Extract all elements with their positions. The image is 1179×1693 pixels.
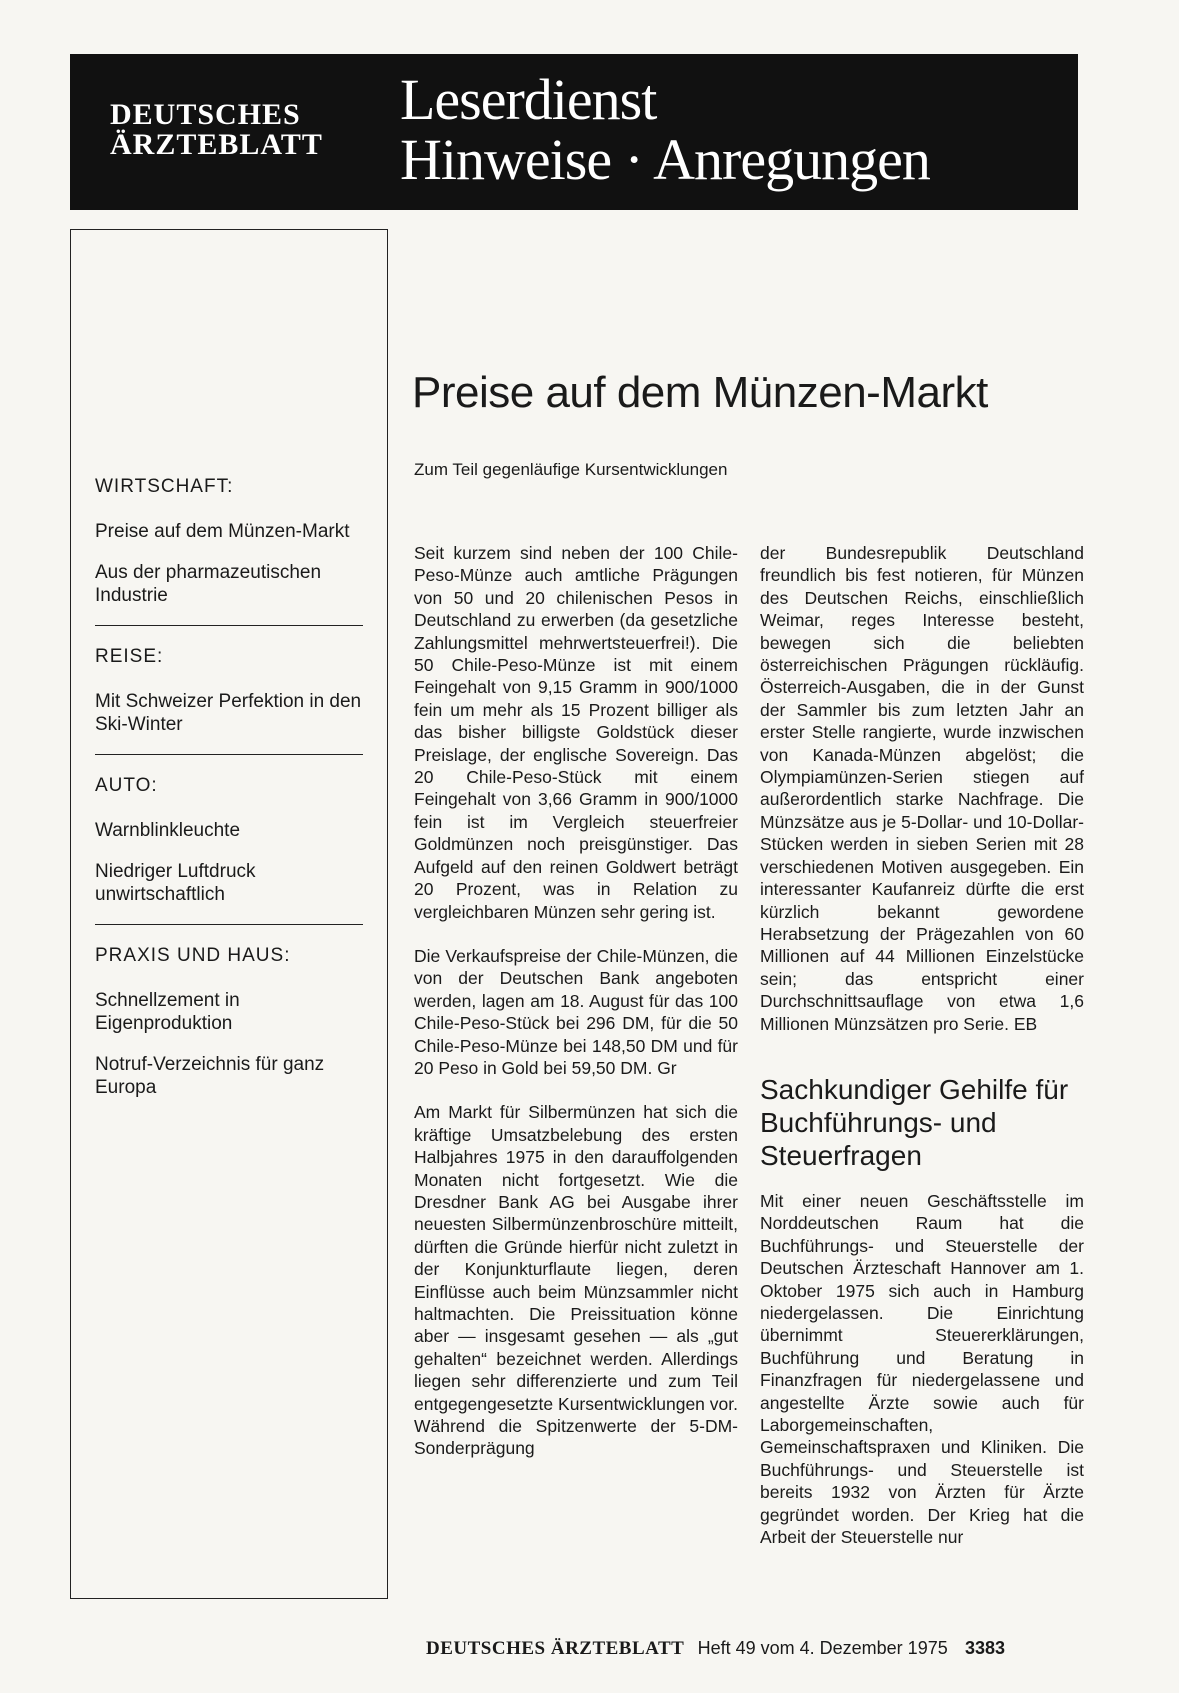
article-subheadline: Zum Teil gegenläufige Kursentwicklungen [414,460,728,479]
logo-line-1: DEUTSCHES [110,98,301,131]
masthead-title-line-2: Hinweise · Anregungen [400,127,930,192]
logo-line-2: ÄRZTEBLATT [110,128,323,161]
section-title-reise: REISE: [95,646,164,667]
divider [95,924,363,925]
section-title-wirtschaft: WIRTSCHAFT: [95,476,234,497]
sidebar-item[interactable]: Mit Schweizer Perfektion in den Ski-Winter [95,691,362,735]
section-title-auto: AUTO: [95,775,158,796]
masthead-title-line-1: Leserdienst [400,67,657,132]
article-column-1 [414,542,738,1592]
article2-paragraph: Mit einer neuen Geschäftsstelle im Norddeutschen Raum hat die Buchführungs- und Steuerstelle der Deutschen Ärzteschaft Hannover am 1. Oktober 1975 sich auch in Hamburg niedergelassen. Die Einrichtung übernimmt Steuererklärungen, Buchführung und Beratung in Finanzfragen für niedergelassene und angestellte Ärzte sowie auch für Laborgemeinschaften, Gemeinschaftspraxen und Kliniken. Die Buchführungs- und Steuerstelle ist bereits 1932 von Ärzten für Ärzte gegründet worden. Der Krieg hat die Arbeit der Steuerstelle nur [760,1190,1084,1548]
masthead-logo [110,100,323,160]
article2-headline: Sachkundiger Gehilfe für Buchführungs- und Steuerfragen [760,1073,1069,1171]
page-number: 3383 [965,1638,1006,1658]
section-title-praxis-und-haus: PRAXIS UND HAUS: [95,945,291,966]
article-column-2 [760,542,1084,1592]
sidebar-item[interactable]: Warnblinkleuchte [95,820,241,841]
article-paragraph: Seit kurzem sind neben der 100 Chile-Peso-Münze auch amtliche Prägungen von 50 und 20 chilenischen Pesos in Deutschland zu erwerben (da gesetzliche Zahlungsmittel mehrwertsteuerfrei!). Die 50 Chile-Peso-Münze ist mit einem Feingehalt von 9,15 Gramm in 900/1000 fein um mehr als 15 Prozent billiger als das bisher billigste Goldstück dieser Preislage, der englische Sovereign. Das 20 Chile-Peso-Stück mit einem Feingehalt von 3,66 Gramm in 900/1000 fein ist im Vergleich steuerfreier Goldmünzen noch preisgünstiger. Das Aufgeld auf den reinen Goldwert beträgt 20 Prozent, was in Relation zu vergleichbaren Münzen sehr gering ist. [414,543,738,922]
article-headline: Preise auf dem Münzen-Markt [412,368,988,417]
divider [95,625,363,626]
article-paragraph: der Bundesrepublik Deutschland freundlich bis fest notieren, für Münzen des Deutschen Reichs, einschließlich Weimar, reges Interesse besteht, bewegen sich die beliebten österreichischen Prägungen rückläufig. Österreich-Ausgaben, die in der Gunst der Sammler bis zum letzten Jahr an erster Stelle rangierte, wurde inzwischen von Kanada-Münzen abgelöst; die Olympiamünzen-Serien stiegen auf außerordentlich starke Nachfrage. Die Münzsätze aus je 5-Dollar- und 10-Dollar-Stücken werden in sieben Serien mit 28 verschiedenen Motiven ausgegeben. Ein interessanter Kaufanreiz dürfte die erst kürzlich bekannt gewordene Herabsetzung der Prägezahlen von 60 Millionen auf 44 Millionen Einzelstücke sein; das entspricht einer Durchschnittsauflage von etwa 1,6 Millionen Münzsätzen pro Serie. EB [760,543,1084,1034]
contents-sidebar [70,229,388,1599]
divider [95,754,363,755]
article-paragraph: Die Verkaufspreise der Chile-Münzen, die von der Deutschen Bank angeboten werden, lagen am 18. August für das 100 Chile-Peso-Stück bei 296 DM, für die 50 Chile-Peso-Münze bei 148,50 DM und für 20 Peso in Gold bei 59,50 DM. Gr [414,945,738,1078]
masthead-title [400,67,930,192]
sidebar-contents [95,476,363,1117]
masthead [70,54,1078,210]
page-footer [426,1638,1005,1660]
sidebar-item[interactable]: Notruf-Verzeichnis für ganz Europa [95,1054,325,1098]
footer-brand: DEUTSCHES ÄRZTEBLATT [426,1638,685,1659]
article-paragraph: Am Markt für Silbermünzen hat sich die kräftige Umsatzbelebung des ersten Halbjahres 1975 in den darauffolgenden Monaten nicht fortgesetzt. Wie die Dresdner Bank AG bei Ausgabe ihrer neuesten Silbermünzenbroschüre mitteilt, dürften die Gründe hierfür nicht zuletzt in der Konjunkturflaute liegen, deren Einflüsse auch beim Münzsammler nicht haltmachten. Die Preissituation könne aber — insgesamt gesehen — als „gut gehalten“ bezeichnet werden. Allerdings liegen sehr differenzierte und zum Teil entgegengesetzte Kursentwicklungen vor. Während die Spitzenwerte der 5-DM-Sonderprägung [414,1102,738,1459]
footer-issue: Heft 49 vom 4. Dezember 1975 [697,1638,948,1658]
sidebar-item[interactable]: Aus der pharmazeutischen Industrie [95,562,322,606]
sidebar-item[interactable]: Preise auf dem Münzen-Markt [95,521,350,542]
sidebar-item[interactable]: Schnellzement in Eigenproduktion [95,990,240,1034]
sidebar-item[interactable]: Niedriger Luftdruck unwirtschaftlich [95,861,256,905]
